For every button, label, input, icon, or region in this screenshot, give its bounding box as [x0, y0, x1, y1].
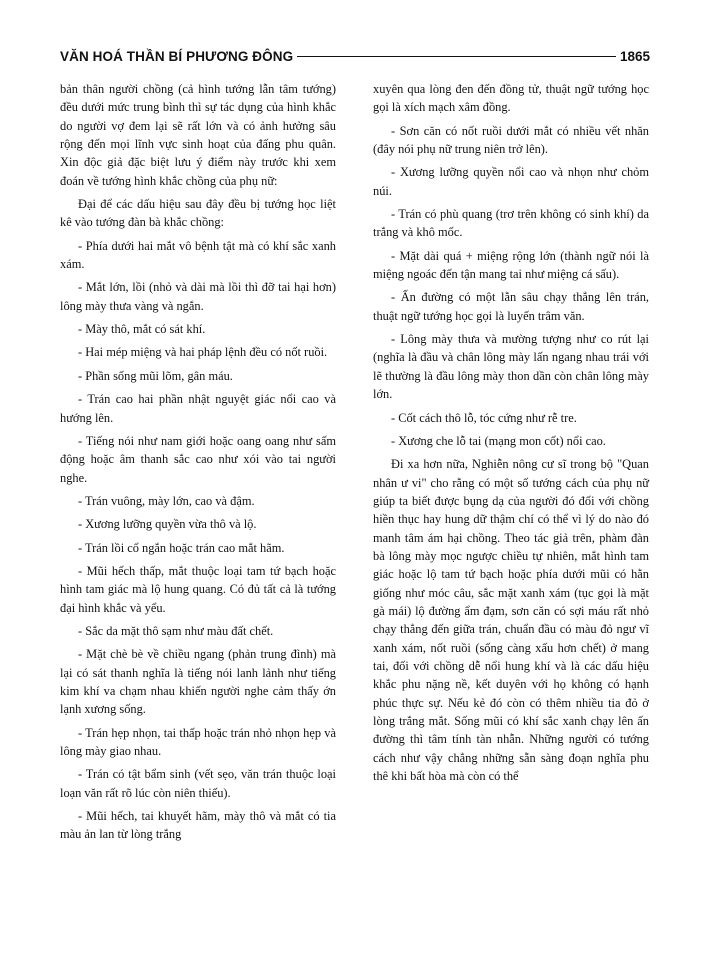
list-item: - Mày thô, mắt có sát khí. — [78, 322, 206, 337]
list-item: - Tiếng nói như nam giới hoặc oang oang như sấm động hoặc âm thanh sắc cao như xói vào tai người nghe. — [60, 433, 336, 485]
list-item: - Trán lồi cổ ngắn hoặc trán cao mắt hãm. — [78, 540, 285, 555]
header-rule — [297, 56, 616, 57]
list-item: - Trán cao hai phần nhật nguyệt giác nổi cao và hướng lên. — [60, 392, 336, 425]
list-item: - Xương lưỡng quyền vừa thô và lộ. — [78, 517, 257, 532]
list-item: - Cốt cách thô lỗ, tóc cứng như rễ tre. — [391, 410, 577, 425]
book-title: VĂN HOÁ THẦN BÍ PHƯƠNG ĐÔNG — [60, 48, 294, 64]
list-item: - Ấn đường có một lằn sâu chạy thẳng lên trán, thuật ngữ tướng học gọi là luyến trâm văn. — [373, 290, 649, 323]
list-item: - Lông mày thưa và mường tượng như co rút lại (nghĩa là đầu và chân lông mày lấn ngang nhau trái với lẽ thường là đầu lông mày thon dần còn chân lông mày lớn. — [373, 332, 649, 402]
paragraph: bản thân người chồng (cả hình tướng lẫn tâm tướng) đều dưới mức trung bình thì sự tác dụng của hình khắc do người vợ đem lại sẽ rất lớn và có ảnh hưởng sâu rộng đến mọi lĩnh vực sinh hoạt của đấng phu quân. Xin độc giả đặc biệt lưu ý điểm này trước khi xem đoán về tướng hình khắc chồng của phụ nữ: — [60, 82, 336, 188]
list-item: - Mắt lớn, lồi (nhỏ và dài mà lồi thì đỡ tai hại hơn) lông mày thưa vàng và ngắn. — [60, 280, 336, 313]
list-item: - Xương che lỗ tai (mạng mon cốt) nổi cao. — [391, 433, 606, 448]
list-item: - Mặt chè bè về chiều ngang (phản trung đình) mà lại có sát thanh nghĩa là tiếng nói lanh lảnh như tiếng kim khí va chạm nhau khiến người nghe cảm thấy ớn lạnh xương sống. — [60, 647, 336, 717]
page-number: 1865 — [619, 48, 650, 64]
right-column — [373, 80, 649, 785]
list-item: - Mũi hếch, tai khuyết hãm, mày thô và mắt có tia màu ản lan từ lòng trắng — [60, 809, 336, 842]
list-item: - Xương lưỡng quyền nổi cao và nhọn như chỏm núi. — [373, 165, 649, 198]
list-item-continued: xuyên qua lòng đen đến đồng tử, thuật ngữ tướng học gọi là xích mạch xâm đồng. — [373, 82, 649, 115]
list-item: - Phía dưới hai mắt vô bệnh tật mà có khí sắc xanh xám. — [60, 238, 336, 272]
paragraph: Đi xa hơn nữa, Nghiễn nông cư sĩ trong bộ "Quan nhân ư vi" cho rằng có một số tướng cách của phụ nữ giúp ta biết được bụng dạ của người đó đối với chồng hiền thục hay hung dữ thậm chí có thể vì lý do nào đó manh tâm ám hại chồng. Theo tác giả trên, phàm đàn bà lông mày mọc ngược chiều tự nhiên, mắt hình tam giác hoặc lộ tam tứ bạch hoặc phía dưới mũi có hằn giống như móc câu, sắc mặt xanh xám (tục gọi là mặt gà mái) lộ đường ẩm đạm, sơn căn có sợi máu rất nhỏ chạy thẳng đến giữa trán, chuẩn đầu có màu đỏ ngư vĩ xanh xám, nốt ruồi (sống càng xấu hơn chết) ở mang tai, đối với chồng dễ nổi hung khí và là các dấu hiệu khắc phu nặng nề, kết duyên với họ không có hạnh phúc thực sự. Nếu kẻ đó còn có thêm nhiều tia đỏ ở lòng trắng mắt. Sống mũi có khí sắc xanh chạy lên ấn đường thì tâm tính tàn nhẫn. Những người có tướng cách như vậy chẳng những sẵn sàng đoạn nghĩa phu thê khi bất hòa mà còn có thể — [373, 457, 649, 784]
list-item: - Trán có phù quang (trơ trên không có sinh khí) da trắng và khô mốc. — [373, 207, 649, 240]
running-header — [60, 44, 650, 68]
list-item: - Trán vuông, mày lớn, cao và đậm. — [78, 493, 255, 508]
list-item: - Hai mép miệng và hai pháp lệnh đều có nốt ruồi. — [78, 345, 328, 360]
list-item: - Sơn căn có nốt ruồi dưới mắt có nhiều vết nhăn (đây nói phụ nữ trung niên trở lên). — [373, 123, 649, 157]
paragraph: Đại để các dấu hiệu sau đây đều bị tướng học liệt kê vào tướng đàn bà khắc chồng: — [60, 197, 336, 230]
list-item: - Mũi hếch thấp, mắt thuộc loại tam tứ bạch hoặc hình tam giác mà lộ hung quang. Có đủ tất cả là tướng đại hình khắc và yểu. — [60, 563, 336, 615]
left-column — [60, 80, 336, 844]
list-item: - Mặt dài quá + miệng rộng lớn (thành ngữ nói là miệng ngoác đến tận mang tai như miệng cá sấu). — [373, 248, 649, 282]
list-item: - Phần sống mũi lõm, gân máu. — [78, 368, 233, 383]
list-item: - Trán có tật bẩm sinh (vết sẹo, văn trán thuộc loại loạn văn rất rõ lúc còn niên thiếu). — [60, 767, 336, 800]
list-item: - Sắc da mặt thô sạm như màu đất chết. — [78, 623, 274, 638]
list-item: - Trán hẹp nhọn, tai thấp hoặc trán nhỏ nhọn hẹp và lông mày giao nhau. — [60, 725, 336, 758]
